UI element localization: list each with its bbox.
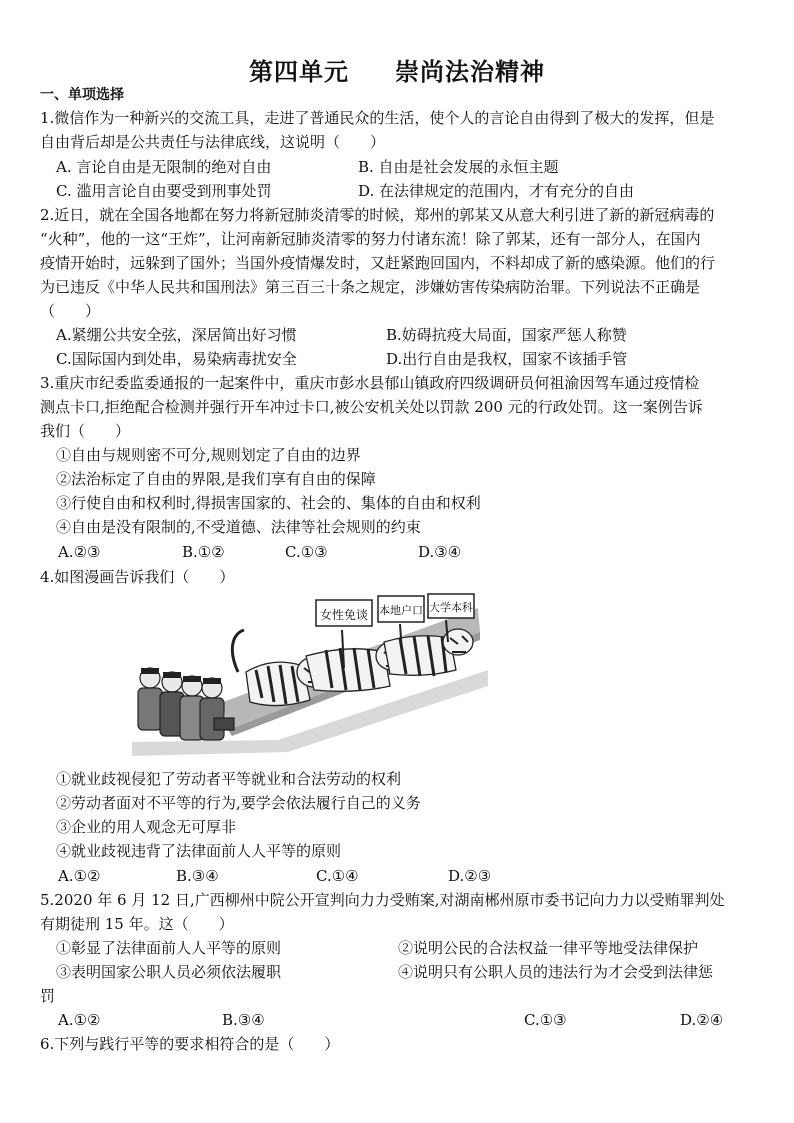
q3-stem-line-3: 我们（ ） (40, 422, 131, 440)
q3-stem-line-2: 测点卡口,拒绝配合检测并强行开车冲过卡口,被公安机关处以罚款 200 元的行政处罚。这一案例告诉 (40, 398, 703, 416)
q3-stem-line-1: 3.重庆市纪委监委通报的一起案件中，重庆市彭水县郁山镇政府四级调研员何祖渝因驾车通过疫情检 (40, 374, 700, 392)
q3-statement-2: ②法治标定了自由的界限,是我们享有自由的保障 (56, 470, 376, 488)
q4-statement-1: ①就业歧视侵犯了劳动者平等就业和合法劳动的权利 (56, 770, 402, 788)
q2-stem-line-5: （ ） (40, 302, 101, 320)
q1-option-a: A. 言论自由是无限制的绝对自由 (56, 158, 272, 176)
q2-stem-line-1: 2.近日，就在全国各地都在努力将新冠肺炎清零的时候，郑州的郭某又从意大利引进了新的新冠病毒的 (40, 206, 715, 224)
q2-option-a: A.紧绷公共安全弦，深居简出好习惯 (56, 326, 297, 344)
q4-option-a: A.①② (58, 867, 101, 885)
q3-option-b: B.①② (182, 543, 225, 561)
q4-statement-4: ④就业歧视违背了法律面前人人平等的原则 (56, 842, 342, 860)
q3-option-d: D.③④ (418, 543, 462, 561)
unit-number: 第四单元 (249, 58, 349, 86)
q1-option-c: C. 滥用言论自由要受到刑事处罚 (56, 182, 272, 200)
q5-statement-2: ②说明公民的合法权益一律平等地受法律保护 (398, 939, 699, 957)
q4-option-c: C.①④ (316, 867, 359, 885)
q5-stem-line-1: 5.2020 年 6 月 12 日,广西柳州中院公开宣判向力力受贿案,对湖南郴州原市委书记向力力以受贿罪判处 (40, 891, 725, 909)
q3-statement-3: ③行使自由和权利时,得损害国家的、社会的、集体的自由和权利 (56, 494, 481, 512)
q5-statement-3: ③表明国家公职人员必须依法履职 (56, 963, 282, 981)
q5-option-a: A.①② (58, 1011, 101, 1029)
q2-option-b: B.妨碍抗疫大局面，国家严惩人称赞 (386, 326, 627, 344)
q5-option-b: B.③④ (222, 1011, 265, 1029)
unit-name: 崇尚法治精神 (395, 58, 545, 86)
q1-option-d: D. 在法律规定的范围内，才有充分的自由 (358, 182, 635, 200)
q3-option-c: C.①③ (285, 543, 328, 561)
q6-stem: 6.下列与践行平等的要求相符合的是（ ） (40, 1035, 340, 1053)
sign-text-1: 女性免谈 (319, 608, 369, 622)
q4-stem: 4.如图漫画告诉我们（ ） (40, 568, 235, 586)
q2-stem-line-3: 疫情开始时，远躲到了国外；当国外疫情爆发时，又赶紧跑回国内，不料却成了新的感染源。他们的行 (40, 254, 716, 272)
q5-statement-1: ①彰显了法律面前人人平等的原则 (56, 939, 282, 957)
section-heading: 一、单项选择 (40, 87, 124, 103)
q1-stem-line-2: 自由背后却是公共责任与法律底线，这说明（ ） (40, 133, 386, 151)
q4-option-d: D.②③ (448, 867, 492, 885)
q3-statement-1: ①自由与规则密不可分,规则划定了自由的边界 (56, 446, 361, 464)
sign-text-2: 本地户口 (379, 604, 423, 617)
q4-option-b: B.③④ (176, 867, 219, 885)
q4-statement-3: ③企业的用人观念无可厚非 (56, 818, 237, 836)
q5-option-d: D.②④ (680, 1011, 724, 1029)
q2-stem-line-2: “火种”，他的一这“王炸”，让河南新冠肺炎清零的努力付诸东流！除了郭某，还有一部分人，在国内 (40, 230, 701, 248)
q5-statement-4-cont: 罚 (40, 987, 56, 1005)
q5-option-c: C.①③ (524, 1011, 567, 1029)
q4-statement-2: ②劳动者面对不平等的行为,要学会依法履行自己的义务 (56, 794, 421, 812)
q3-option-a: A.②③ (58, 543, 101, 561)
unit-title (0, 52, 794, 87)
discrimination-cartoon (128, 590, 488, 760)
q1-option-b: B. 自由是社会发展的永恒主题 (358, 158, 559, 176)
sign-text-3: 大学本科 (429, 601, 473, 614)
q3-statement-4: ④自由是没有限制的,不受道德、法律等社会规则的约束 (56, 518, 421, 536)
q2-option-d: D.出行自由是我权，国家不该插手管 (386, 350, 628, 368)
q2-option-c: C.国际国内到处串，易染病毒扰安全 (56, 350, 297, 368)
q5-stem-line-2: 有期徒刑 15 年。这（ ） (40, 915, 234, 933)
q5-statement-4: ④说明只有公职人员的违法行为才会受到法律惩 (398, 963, 714, 981)
q2-stem-line-4: 为已违反《中华人民共和国刑法》第三百三十条之规定，涉嫌妨害传染病防治罪。下列说法不正确是 (40, 278, 701, 296)
q1-stem-line-1: 1.微信作为一种新兴的交流工具，走进了普通民众的生活，使个人的言论自由得到了极大的发挥，但是 (40, 109, 715, 127)
